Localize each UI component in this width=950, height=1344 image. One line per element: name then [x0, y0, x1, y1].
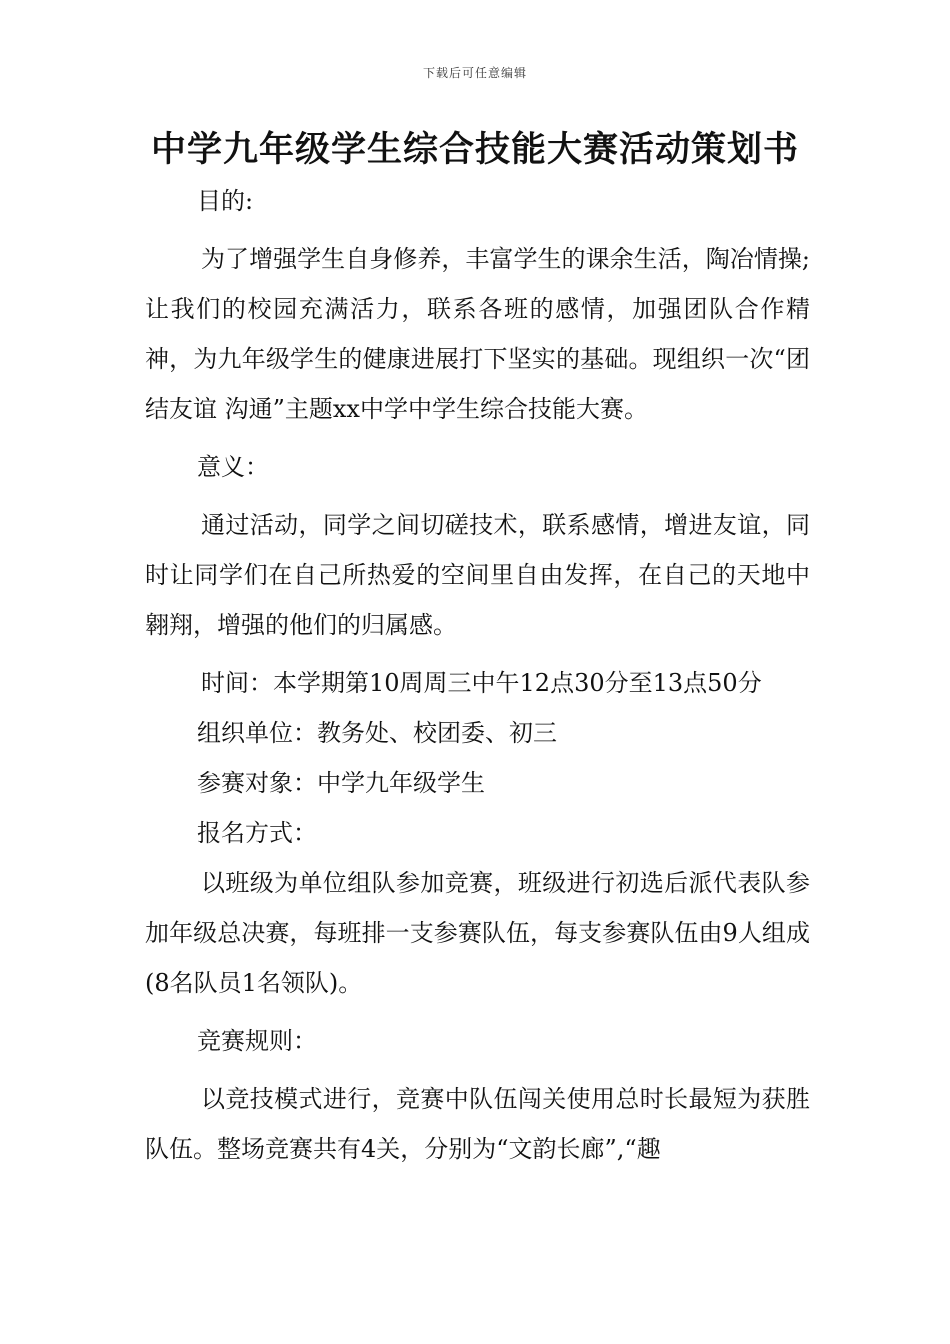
- registration-heading: 报名方式：: [197, 819, 317, 847]
- meaning-heading: 意义：: [197, 453, 269, 481]
- registration-paragraph: 以班级为单位组队参加竞赛，班级进行初选后派代表队参加年级总决赛，每班排一支参赛队伍，每支参赛队伍由9人组成(8名队员1名领队)。: [145, 869, 810, 997]
- organizer-paragraph: 组织单位：教务处、校团委、初三: [197, 719, 557, 747]
- document-title: 中学九年级学生综合技能大赛活动策划书: [150, 130, 799, 170]
- document-body: [145, 176, 810, 1174]
- purpose-heading: 目的:: [197, 187, 254, 215]
- participants-paragraph: 参赛对象：中学九年级学生: [197, 769, 485, 797]
- purpose-paragraph: 为了增强学生自身修养，丰富学生的课余生活，陶冶情操;让我们的校园充满活力，联系各班的感情，加强团队合作精神，为九年级学生的健康进展打下坚实的基础。现组织一次“团结友谊 沟通”主题xx中学中学生综合技能大赛。: [145, 245, 810, 423]
- rules-paragraph: 以竞技模式进行，竞赛中队伍闯关使用总时长最短为获胜队伍。整场竞赛共有4关，分别为“文韵长廊”,“趣: [145, 1085, 810, 1163]
- time-paragraph: 时间：本学期第10周周三中午12点30分至13点50分: [201, 669, 762, 697]
- rules-heading: 竞赛规则：: [197, 1027, 317, 1055]
- header-note: 下载后可任意编辑: [422, 66, 527, 80]
- meaning-paragraph: 通过活动，同学之间切磋技术，联系感情，增进友谊，同时让同学们在自己所热爱的空间里自由发挥，在自己的天地中翱翔，增强的他们的归属感。: [145, 511, 810, 639]
